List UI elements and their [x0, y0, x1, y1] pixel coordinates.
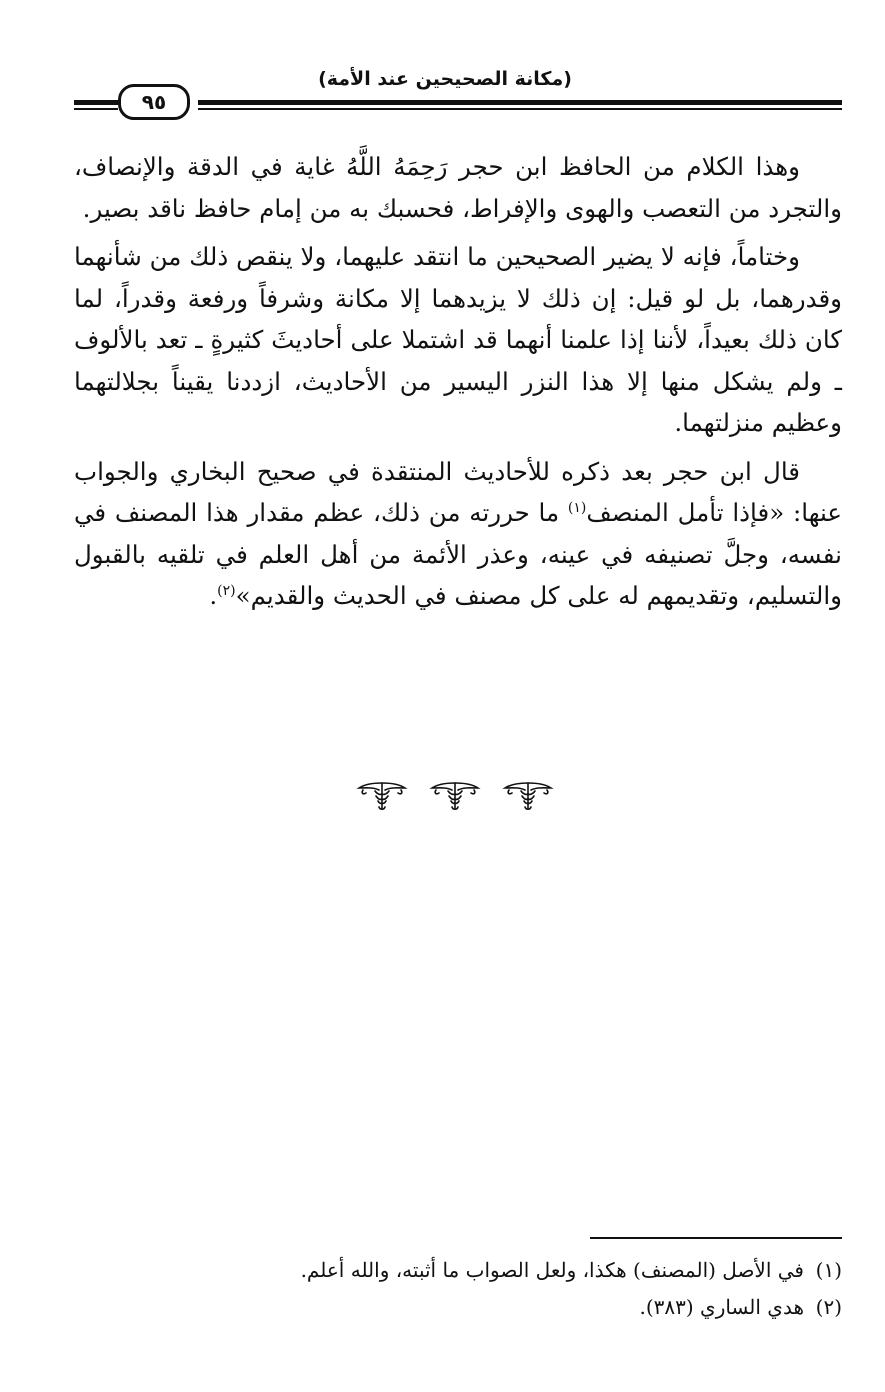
footnote-text: هدي الساري (٣٨٣).: [639, 1295, 804, 1319]
paragraph-1: وهذا الكلام من الحافظ ابن حجر رَحِمَهُ اللَّهُ غاية في الدقة والإنصاف، والتجرد من التعصب والهوى والإفراط، فحسبك به من إمام حافظ ناقد بصير.: [74, 152, 842, 223]
page-number: ٩٥: [118, 84, 190, 120]
footnote-separator: [590, 1237, 842, 1239]
floral-ornament-icon: [501, 779, 555, 813]
section-end-ornaments: [355, 776, 555, 816]
header-rule-right: [198, 100, 842, 112]
quote-text-end: .: [209, 581, 218, 610]
footnote-number: (١): [815, 1258, 842, 1282]
header-rule-left: [74, 100, 118, 112]
footnote-text: في الأصل (المصنف) هكذا، ولعل الصواب ما أثبته، والله أعلم.: [300, 1258, 804, 1282]
quote-text-middle: ما حررته من ذلك، عظم مقدار هذا المصنف في نفسه، وجلَّ تصنيفه في عينه، وعذر الأئمة من أهل العلم في تلقيه بالقبول والتسليم، وتقديمهم له على كل مصنف في الحديث والقديم»: [74, 498, 842, 610]
quote-text-start: قال ابن حجر بعد ذكره للأحاديث المنتقدة في صحيح البخاري والجواب عنها: «فإذا تأمل المنصف: [74, 456, 843, 527]
paragraph-3: [74, 451, 842, 617]
floral-ornament-icon: [428, 779, 482, 813]
footnote-ref-2[interactable]: (٢): [217, 582, 236, 599]
footnote-number: (٢): [815, 1295, 842, 1319]
paragraph-2: وختاماً، فإنه لا يضير الصحيحين ما انتقد عليهما، ولا ينقص ذلك من شأنهما وقدرهما، بل لو قيل: إن ذلك لا يزيدهما إلا مكانة وشرفاً ورفعة وقدراً، لما كان ذلك بعيداً، لأننا إذا علمنا أنهما قد اشتملا على أحاديثَ كثيرةٍ ـ تعد بالألوف ـ ولم يشكل منها إلا هذا النزر اليسير من الأحاديث، ازددنا يقيناً بجلالتهما وعظيم منزلتهما.: [74, 242, 842, 437]
footnote-1: [74, 1252, 842, 1289]
footnote-2: [74, 1289, 842, 1326]
footnote-ref-1[interactable]: (١): [567, 499, 587, 516]
floral-ornament-icon: [355, 779, 409, 813]
running-title: (مكانة الصحيحين عند الأمة): [318, 68, 572, 90]
main-text: [74, 146, 842, 617]
footnotes: [74, 1252, 842, 1326]
